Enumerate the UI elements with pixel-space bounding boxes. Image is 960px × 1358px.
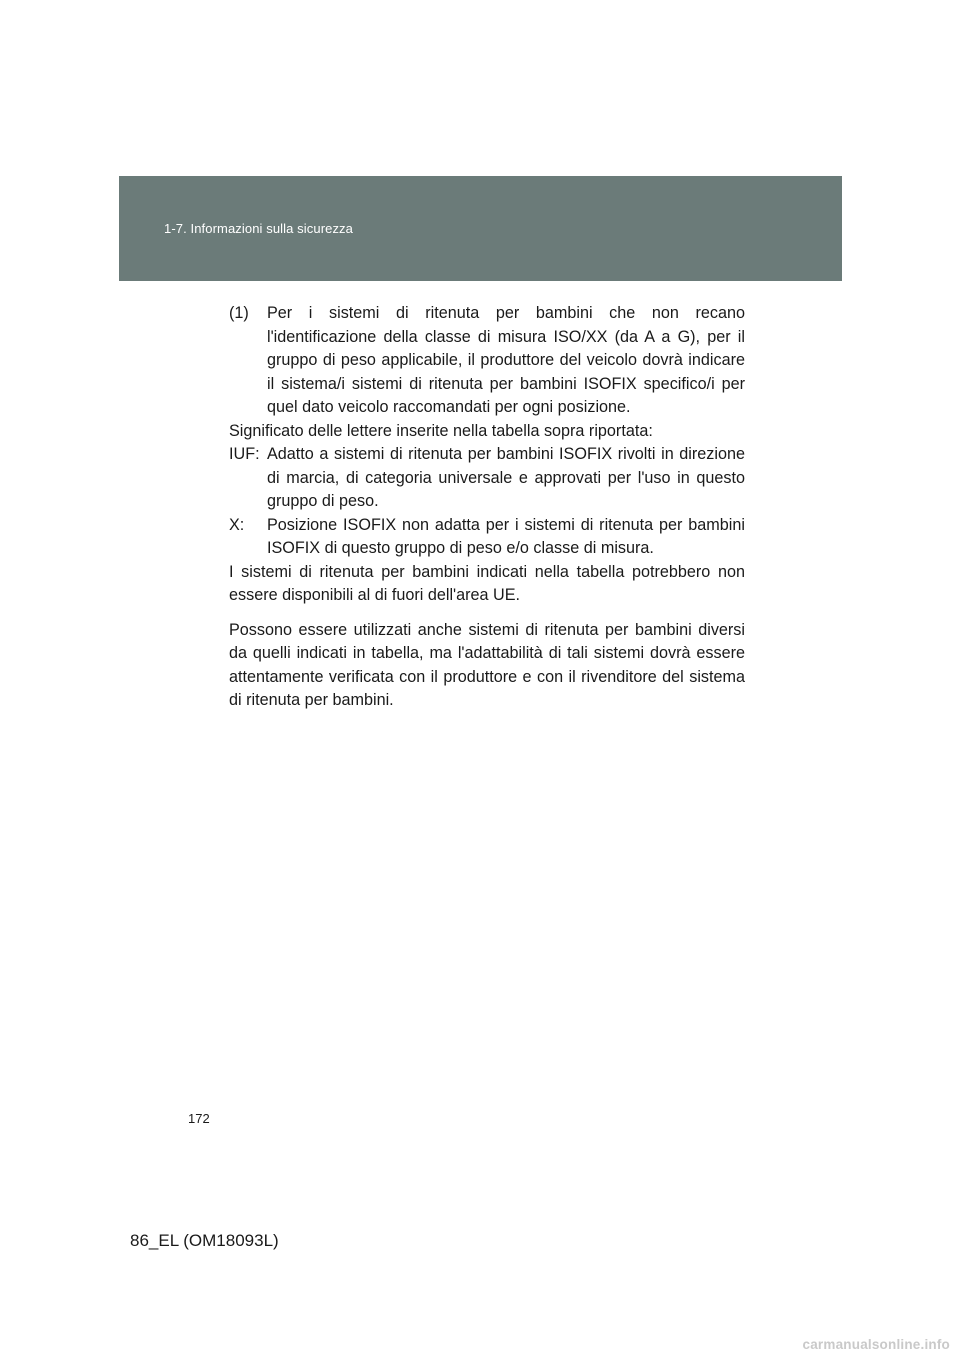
legend-item-x [229,514,745,561]
section-title: 1-7. Informazioni sulla sicurezza [164,221,353,236]
legend-label: X: [229,515,245,534]
legend-label: IUF: [229,445,260,463]
footnote-1 [229,302,745,420]
watermark: carmanualsonline.info [802,1337,950,1352]
legend-text: Adatto a sistemi di ritenuta per bambini ISOFIX rivolti in direzione di marcia, di categoria universale e approvati per l'uso in questo gruppo di peso. [267,445,745,510]
legend-text: Posizione ISOFIX non adatta per i sistemi di ritenuta per bambini ISOFIX di questo gruppo di peso e/o classe di misura. [267,515,745,557]
page-content [229,302,745,713]
page-number: 172 [188,1111,210,1126]
footnote-label: (1) [229,304,249,322]
document-code: 86_EL (OM18093L) [130,1231,279,1250]
footnote-text: Per i sistemi di ritenuta per bambini che non recano l'identificazione della classe di misura ISO/XX (da A a G), per il gruppo di peso applicabile, il produttore del veicolo dovrà indicare il sistema/i sistemi di ritenuta per bambini ISOFIX specifico/i per quel dato veicolo raccomandati per ogni posizione. [267,304,745,416]
legend-item-iuf [229,443,745,514]
legend-intro: Significato delle lettere inserite nella tabella sopra riportata: [229,421,653,440]
availability-note: I sistemi di ritenuta per bambini indicati nella tabella potrebbero non essere disponibili al di fuori dell'area UE. [229,562,745,604]
other-systems-note: Possono essere utilizzati anche sistemi di ritenuta per bambini diversi da quelli indicati in tabella, ma l'adattabilità di tali sistemi dovrà essere attentamente verificata con il produttore e con il rivenditore del sistema di ritenuta per bambini. [229,620,745,709]
section-header-band [119,176,842,281]
